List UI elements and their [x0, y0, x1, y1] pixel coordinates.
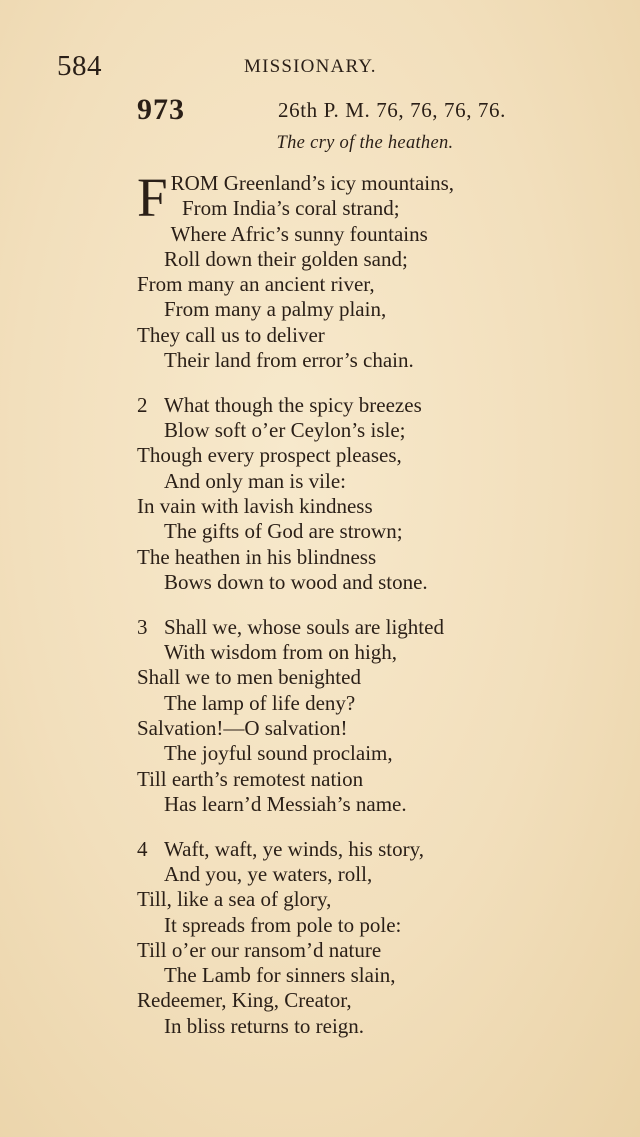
verse-line: From India’s coral strand; [182, 196, 400, 221]
verse-line: It spreads from pole to pole: [164, 912, 402, 937]
verse-line: Shall we to men benighted [137, 665, 361, 690]
verse-line: And only man is vile: [164, 468, 346, 493]
stanza-number: 3 [137, 614, 148, 639]
stanza-1 [137, 167, 577, 373]
verse-line: And you, ye waters, roll, [164, 861, 373, 886]
verse-line: Has learn’d Messiah’s name. [164, 791, 407, 816]
stanza-number: 4 [137, 836, 148, 861]
verse-line: The joyful sound proclaim, [164, 741, 393, 766]
verse-line: Roll down their golden sand; [164, 246, 408, 271]
hymn-number: 973 [137, 93, 185, 126]
verse-line: Till o’er our ransom’d nature [137, 937, 382, 962]
stanza-3 [137, 615, 577, 817]
verse-line [137, 615, 577, 640]
verse-line: From many a palmy plain, [164, 297, 387, 322]
stanza-4 [137, 837, 577, 1039]
hymn-meter: 26th P. M. 76, 76, 76, 76. [278, 98, 506, 122]
verse-line: The lamp of life deny? [164, 690, 356, 715]
hymn-text [137, 167, 577, 1039]
verse-line: From many an ancient river, [137, 272, 375, 297]
verse-line-text: What though the spicy breezes [164, 392, 422, 417]
verse-line: Till earth’s remotest nation [137, 766, 364, 791]
verse-line-text: Shall we, whose souls are lighted [164, 614, 444, 639]
page-number: 584 [57, 50, 102, 82]
verse-line: Bows down to wood and stone. [164, 569, 428, 594]
verse-line: With wisdom from on high, [164, 640, 398, 665]
verse-line: Till, like a sea of glory, [137, 887, 332, 912]
verse-line: The gifts of God are strown; [164, 519, 403, 544]
verse-line: Salvation!—O salvation! [137, 715, 348, 740]
verse-line: Redeemer, King, Creator, [137, 988, 352, 1013]
verse-line: In bliss returns to reign. [164, 1013, 365, 1038]
verse-line: The Lamb for sinners slain, [164, 963, 396, 988]
stanza-number: 2 [137, 392, 148, 417]
verse-line: Where Afric’s sunny fountains [170, 221, 428, 246]
verse-line-text: Waft, waft, ye winds, his story, [164, 836, 424, 861]
verse-line: In vain with lavish kindness [137, 494, 373, 519]
verse-line [137, 393, 577, 418]
verse-line [137, 837, 577, 862]
drop-cap: F [137, 167, 168, 228]
running-head: MISSIONARY. [244, 56, 377, 77]
verse-line: They call us to deliver [137, 322, 325, 347]
verse-line: Though every prospect pleases, [137, 443, 402, 468]
verse-line: The heathen in his blindness [137, 544, 377, 569]
stanza-2 [137, 393, 577, 595]
verse-line: Blow soft o’er Ceylon’s isle; [164, 418, 406, 443]
verse-line-text: ROM Greenland’s icy mountains, [170, 171, 455, 195]
verse-line: Their land from error’s chain. [164, 348, 414, 373]
hymn-subtitle: The cry of the heathen. [276, 133, 454, 153]
